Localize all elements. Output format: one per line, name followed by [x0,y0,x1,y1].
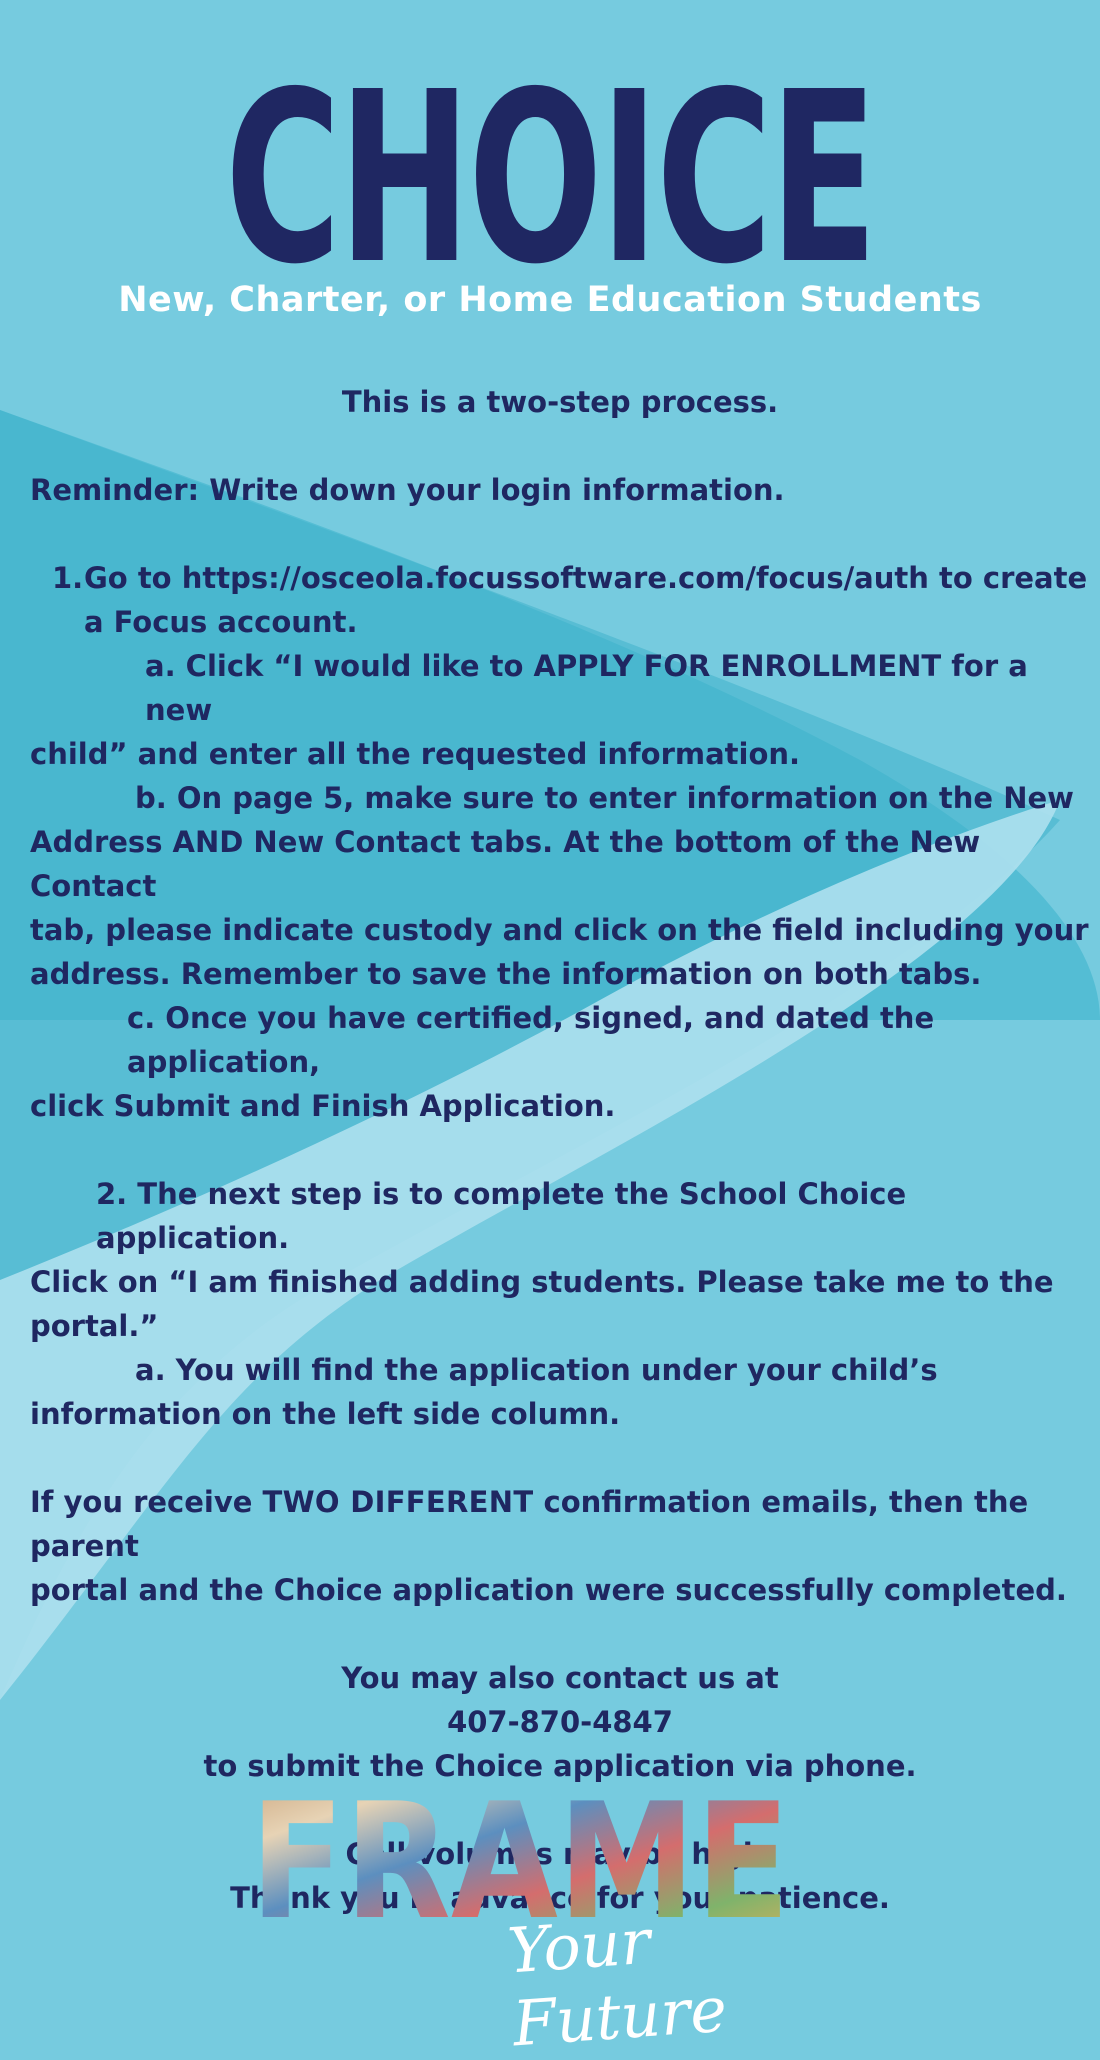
step-1b-line-3: tab, please indicate custody and click on the field including your [30,913,1089,947]
step-2a-line-2: information on the left side column. [30,1397,621,1431]
step-1 [30,556,1090,600]
step-1-line-2: a Focus account. [84,605,358,639]
step-2a-line-1: a. You will find the application under your child’s [135,1353,938,1387]
reminder-text: Reminder: Write down your login information. [30,473,785,507]
contact-line-3: to submit the Choice application via phone. [203,1749,917,1783]
choice-logo [220,40,880,272]
step-1-line-1: Go to https://osceola.focussoftware.com/focus/auth to create [84,561,1088,595]
step-1a-line-1: a. Click “I would like to APPLY FOR ENROLLMENT for a new [145,649,1028,727]
confirmation-line-2: portal and the Choice application were successfully completed. [30,1573,1067,1607]
closing-line-1: Call volumes may be high. [345,1837,775,1871]
step-1-number: 1. [52,561,84,595]
step-1a-line-2: child” and enter all the requested information. [30,737,801,771]
subtitle: New, Charter, or Home Education Students [118,280,982,320]
step-2-line-3: portal.” [30,1309,159,1343]
contact-line-1: You may also contact us at [341,1661,779,1695]
step-1b-line-1: b. On page 5, make sure to enter information on the New [135,781,1074,815]
your-future-script: Your Future [505,1904,730,2060]
confirmation-post: confirmation emails, then the parent [30,1485,1029,1563]
intro-text: This is a two-step process. [341,385,779,419]
instructions-body [30,380,1090,1920]
closing-line-2: Thank you in advance for your patience. [230,1881,890,1915]
frame-your-future-logo [240,1785,840,2060]
step-1c-line-2: click Submit and Finish Application. [30,1089,616,1123]
frame-text: FRAME [250,1785,790,1925]
step-2-line-1: 2. The next step is to complete the School Choice application. [96,1177,907,1255]
confirmation-emphasis: TWO DIFFERENT [262,1485,534,1519]
svg-text:CHOICE: CHOICE [225,41,875,272]
confirmation-pre: If you receive [30,1485,263,1519]
step-1b-line-2: Address AND New Contact tabs. At the bottom of the New Contact [30,825,981,903]
step-1c-line-1: c. Once you have certified, signed, and dated the application, [127,1001,935,1079]
step-1b-line-4: address. Remember to save the information on both tabs. [30,957,982,991]
confirmation-line-1 [30,1480,1090,1568]
step-2-line-2: Click on “I am finished adding students. Please take me to the [30,1265,1054,1299]
contact-phone: 407-870-4847 [447,1705,673,1739]
